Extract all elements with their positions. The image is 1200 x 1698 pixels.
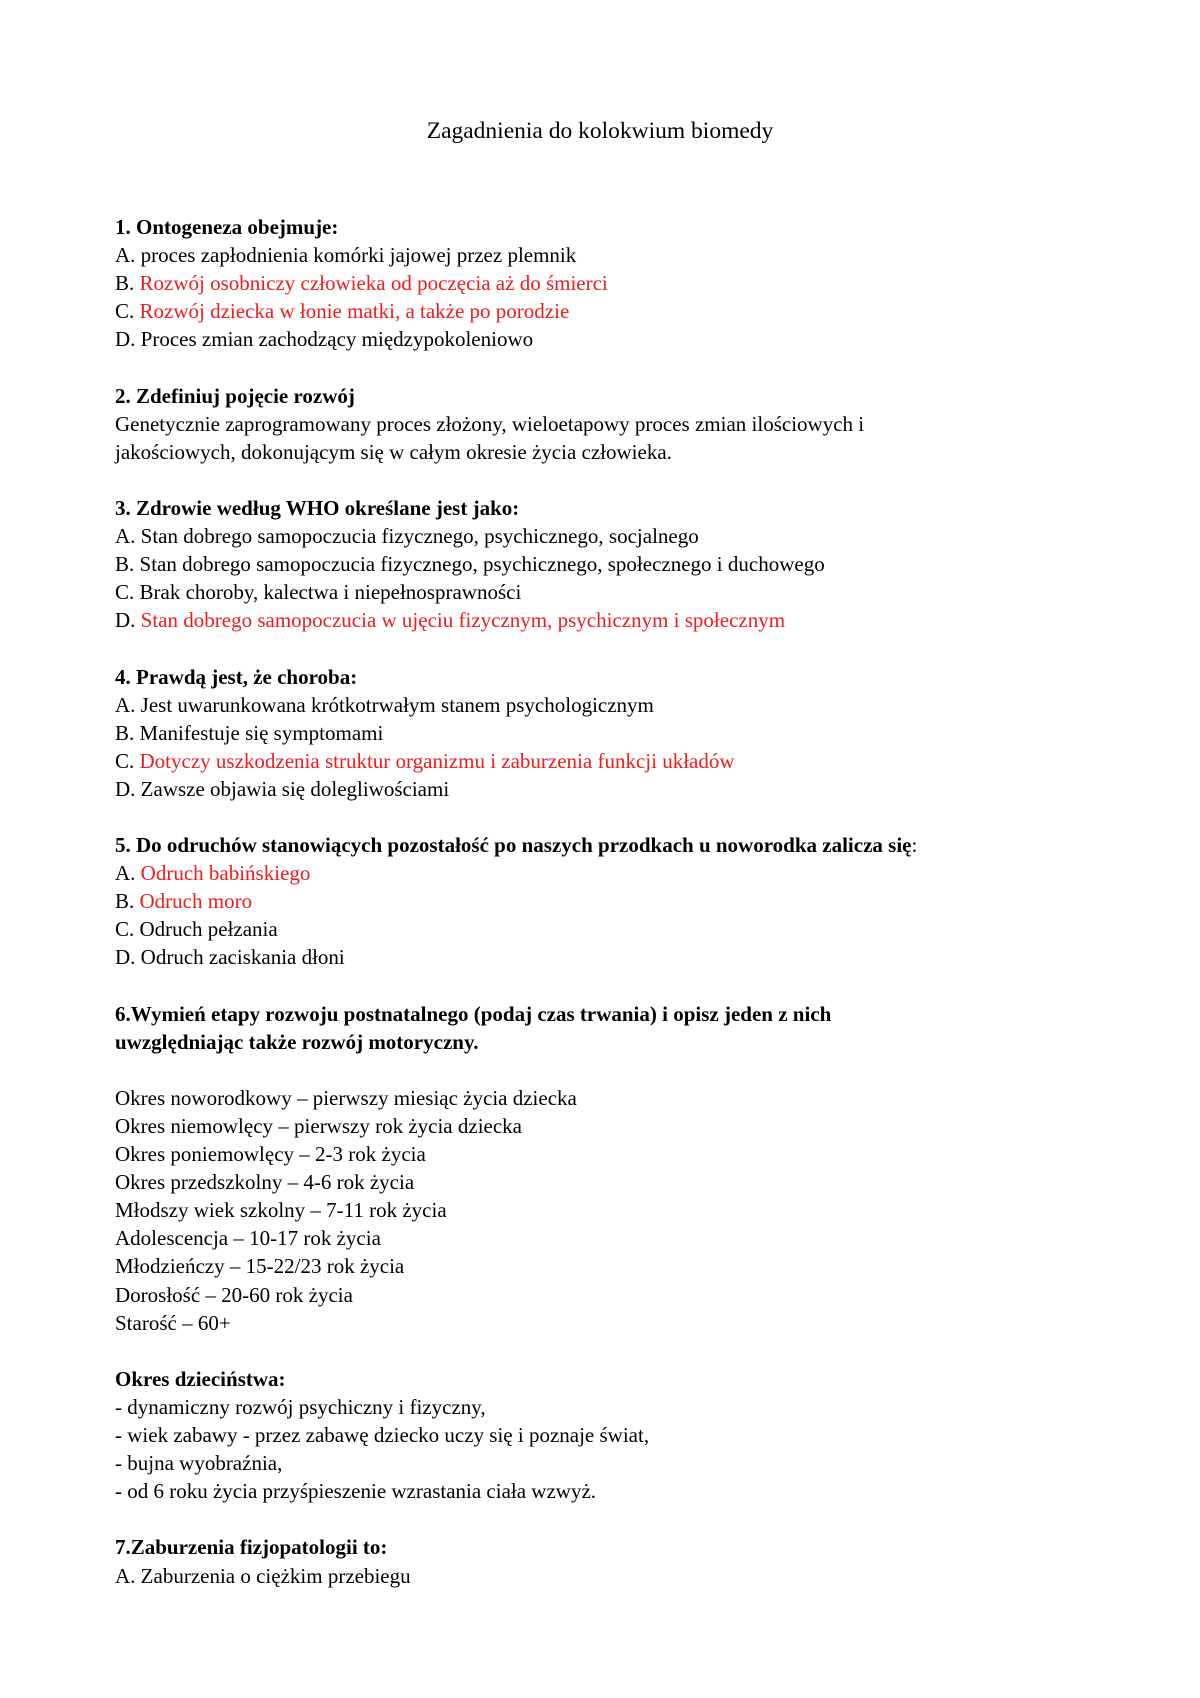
question-3-option-a (115, 522, 1115, 550)
spacer (115, 803, 1115, 831)
childhood-point: - od 6 roku życia przyśpieszenie wzrastania ciała wzwyż. (115, 1479, 597, 1504)
question-2-heading: 2. Zdefiniuj pojęcie rozwój (115, 383, 355, 408)
spacer (115, 353, 1115, 381)
question-1-option-a (115, 241, 1115, 269)
question-2-answer-line-1: Genetycznie zaprogramowany proces złożony, wieloetapowy proces zmian ilościowych i (115, 411, 865, 436)
question-3-option-c (115, 578, 1115, 606)
period-item: Adolescencja – 10-17 rok życia (115, 1226, 381, 1251)
question-6-heading-line-2: uwzględniając także rozwój motoryczny. (115, 1029, 479, 1054)
childhood-point: - bujna wyobraźnia, (115, 1451, 283, 1476)
period-item: Młodszy wiek szkolny – 7-11 rok życia (115, 1198, 447, 1223)
option-letter: B. (115, 552, 135, 577)
option-letter: B. (115, 271, 135, 296)
option-text: Proces zmian zachodzący międzypokoleniowo (140, 327, 534, 352)
question-4-option-b (115, 719, 1115, 747)
option-text: Odruch zaciskania dłoni (140, 945, 345, 970)
option-text-marked-correct: Rozwój dziecka w łonie matki, a także po porodzie (139, 299, 570, 324)
option-letter: C. (115, 299, 135, 324)
period-item: Dorosłość – 20-60 rok życia (115, 1282, 353, 1307)
option-letter: B. (115, 720, 135, 745)
option-letter: C. (115, 748, 135, 773)
document-body (115, 213, 1115, 1590)
childhood-point: - wiek zabawy - przez zabawę dziecko uczy się i poznaje świat, (115, 1423, 650, 1448)
option-text-marked-correct: Odruch moro (139, 889, 253, 914)
option-text-marked-correct: Odruch babińskiego (140, 861, 311, 886)
question-5-option-d (115, 943, 1115, 971)
option-text-marked-correct: Stan dobrego samopoczucia w ujęciu fizycznym, psychicznym i społecznym (140, 608, 786, 633)
childhood-heading: Okres dzieciństwa: (115, 1366, 286, 1391)
option-text: Stan dobrego samopoczucia fizycznego, psychicznego, społecznego i duchowego (139, 552, 825, 577)
option-letter: C. (115, 580, 135, 605)
option-text: Odruch pełzania (139, 917, 278, 942)
option-text: Brak choroby, kalectwa i niepełnosprawności (139, 580, 522, 605)
childhood-point: - dynamiczny rozwój psychiczny i fizyczny, (115, 1394, 486, 1419)
question-4-option-d (115, 775, 1115, 803)
question-2-answer-line-2: jakościowych, dokonującym się w całym okresie życia człowieka. (115, 439, 672, 464)
option-text: proces zapłodnienia komórki jajowej przez plemnik (140, 243, 577, 268)
period-item: Okres noworodkowy – pierwszy miesiąc życia dziecka (115, 1085, 577, 1110)
period-item: Okres poniemowlęcy – 2-3 rok życia (115, 1142, 426, 1167)
option-letter: D. (115, 776, 136, 801)
option-letter: D. (115, 608, 136, 633)
question-4-option-a (115, 691, 1115, 719)
option-text: Manifestuje się symptomami (139, 720, 384, 745)
option-text: Zaburzenia o ciężkim przebiegu (140, 1563, 411, 1588)
question-7-heading: 7.Zaburzenia fizjopatologii to: (115, 1535, 388, 1560)
question-5-option-c (115, 915, 1115, 943)
spacer (115, 466, 1115, 494)
option-letter: B. (115, 889, 135, 914)
question-5-option-b (115, 887, 1115, 915)
spacer (115, 1056, 1115, 1084)
period-item: Okres niemowlęcy – pierwszy rok życia dziecka (115, 1114, 522, 1138)
option-text: Stan dobrego samopoczucia fizycznego, psychicznego, socjalnego (140, 524, 699, 549)
question-4-option-c (115, 747, 1115, 775)
question-1-option-b (115, 269, 1115, 297)
question-1-option-d (115, 325, 1115, 353)
question-5-heading: 5. Do odruchów stanowiących pozostałość po naszych przodkach u noworodka zalicza się (115, 833, 912, 858)
period-item: Młodzieńczy – 15-22/23 rok życia (115, 1254, 405, 1279)
option-letter: A. (115, 692, 136, 717)
question-1-heading: 1. Ontogeneza obejmuje: (115, 215, 339, 239)
option-letter: C. (115, 917, 135, 942)
option-letter: A. (115, 861, 136, 886)
question-5-heading-line (115, 831, 1115, 859)
spacer (115, 972, 1115, 1000)
option-letter: A. (115, 524, 136, 549)
question-5-option-a (115, 859, 1115, 887)
option-text-marked-correct: Rozwój osobniczy człowieka od poczęcia aż do śmierci (139, 271, 608, 296)
period-item: Starość – 60+ (115, 1310, 231, 1335)
spacer (115, 634, 1115, 662)
option-text: Jest uwarunkowana krótkotrwałym stanem psychologicznym (140, 692, 654, 717)
spacer (115, 1337, 1115, 1365)
question-3-option-b (115, 550, 1115, 578)
option-letter: D. (115, 327, 136, 352)
option-letter: A. (115, 1563, 136, 1588)
option-letter: A. (115, 243, 136, 268)
option-text-marked-correct: Dotyczy uszkodzenia struktur organizmu i zaburzenia funkcji układów (139, 748, 735, 773)
question-6-heading-line-1: 6.Wymień etapy rozwoju postnatalnego (podaj czas trwania) i opisz jeden z nich (115, 1001, 832, 1026)
option-letter: D. (115, 945, 136, 970)
option-text: Zawsze objawia się dolegliwościami (140, 776, 450, 801)
question-3-option-d (115, 606, 1115, 634)
question-1-option-c (115, 297, 1115, 325)
document-title: Zagadnienia do kolokwium biomedy (426, 118, 774, 144)
question-5-heading-colon: : (911, 833, 918, 858)
spacer (115, 1505, 1115, 1533)
period-item: Okres przedszkolny – 4-6 rok życia (115, 1170, 415, 1195)
question-7-option-a (115, 1562, 1115, 1590)
question-4-heading: 4. Prawdą jest, że choroba: (115, 664, 358, 689)
question-3-heading: 3. Zdrowie według WHO określane jest jako: (115, 495, 520, 520)
